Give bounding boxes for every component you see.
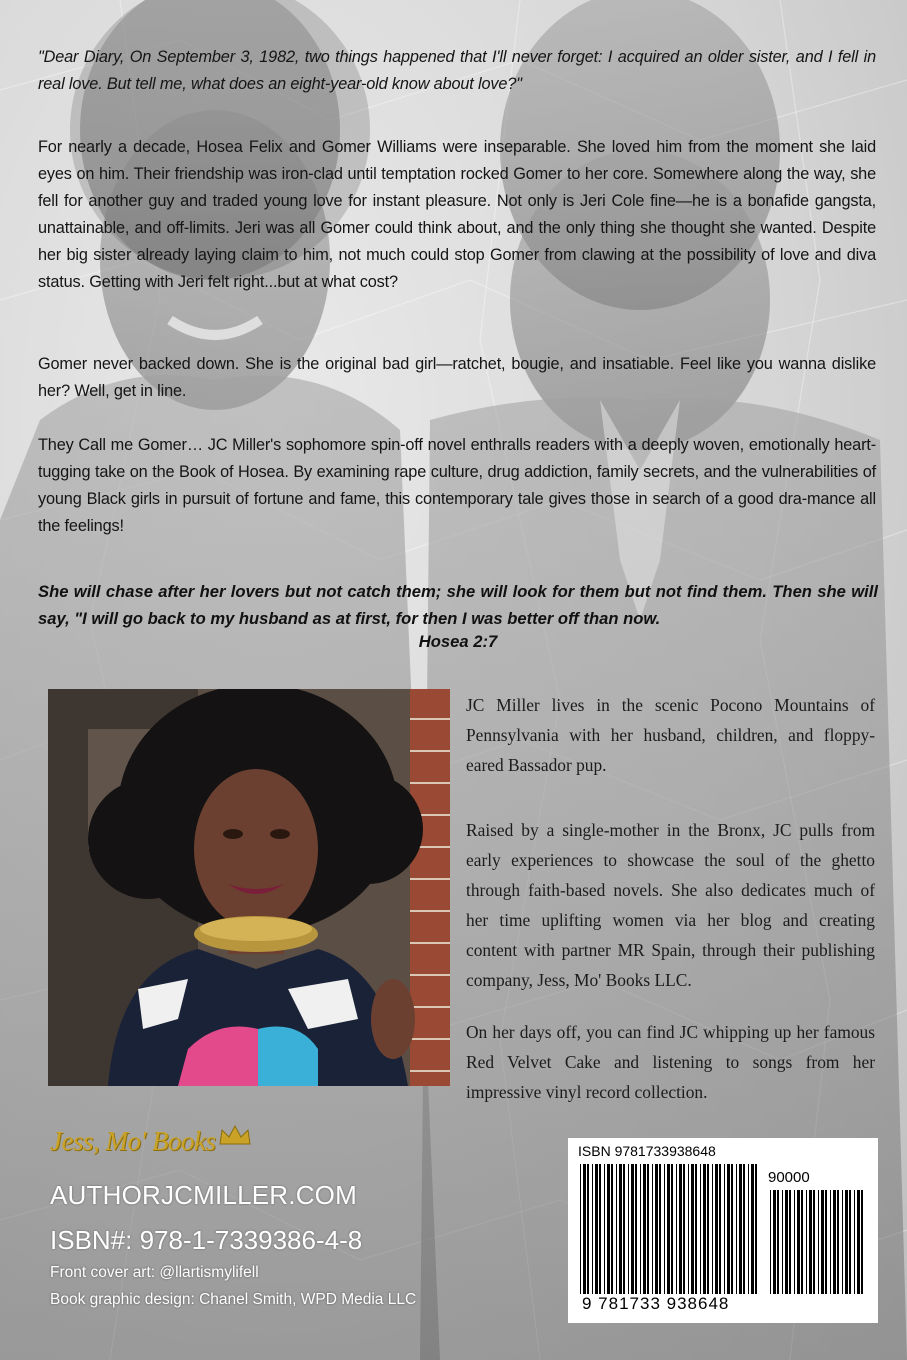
barcode-bar [712,1164,713,1294]
author-website: AUTHORJCMILLER.COM [50,1180,357,1210]
scripture-reference: Hosea 2:7 [418,632,498,651]
barcode-bar [671,1164,673,1294]
author-bio-3: On her days off, you can find JC whipping up her famous Red Velvet Cake and listening to songs from her impressive vinyl record collection. [466,1022,875,1102]
synopsis-paragraph-3: They Call me Gomer… JC Miller's sophomore spin-off novel enthralls readers with a deeply woven, emotionally heart-tugging take on the Book of Hosea. By examining rape culture, drug addiction, family secrets, and the vulnerabilities of young Black girls in pursuit of fortune and fame, this contemporary tale gives those in search of a good dra-mance all the feelings! [38,436,876,535]
author-bio-2: Raised by a single-mother in the Bronx, JC pulls from early experiences to showcase the soul of the ghetto through faith-based novels. She also dedicates much of her time uplifting women via her blog and creating content with partner MR Spain, through their publishing company, Jess, Mo' Books LLC. [466,820,875,990]
barcode-bar [683,1164,685,1294]
barcode-bar [635,1164,637,1294]
barcode-bar [659,1164,661,1294]
barcode-bar [789,1190,791,1294]
barcode-bar [818,1190,819,1294]
barcode-bar [715,1164,718,1294]
barcode-bar [679,1164,682,1294]
barcode-bar [755,1164,757,1294]
barcode-bar [845,1190,848,1294]
barcode-bar [719,1164,721,1294]
author-bio-1: JC Miller lives in the scenic Pocono Mountains of Pennsylvania with her husband, children, and floppy-eared Bassador pup. [466,695,875,775]
barcode-bar [700,1164,701,1294]
barcode-bar [849,1190,851,1294]
barcode-bar [797,1190,800,1294]
barcode-bar [619,1164,622,1294]
barcode-bar [607,1164,610,1294]
barcode-bar [595,1164,598,1294]
isbn-text: ISBN#: 978-1-7339386-4-8 [50,1225,363,1255]
crown-icon [218,1124,252,1146]
barcode-bar [857,1190,860,1294]
barcode-bar [647,1164,649,1294]
barcode-bar [731,1164,733,1294]
barcode-bar [801,1190,803,1294]
synopsis-paragraph-2: Gomer never backed down. She is the original bad girl—ratchet, bougie, and insatiable. Feel like you wanna dislike her? Well, get in line. [38,355,876,400]
barcode-digits: 9 781733 938648 [582,1294,730,1313]
design-credit: Book graphic design: Chanel Smith, WPD Media LLC [50,1291,417,1308]
barcode-bar [739,1164,742,1294]
barcode-bar [825,1190,827,1294]
barcode-bar [770,1190,771,1294]
author-photo [48,689,450,1086]
barcode-bar [809,1190,812,1294]
barcode-bar [748,1164,749,1294]
barcode-bar [736,1164,737,1294]
barcode-bar [587,1164,589,1294]
barcode-bar [842,1190,843,1294]
barcode-bar [724,1164,725,1294]
barcode-bar [599,1164,601,1294]
barcode-bar [773,1190,776,1294]
barcode-bar [837,1190,839,1294]
barcode-bar [691,1164,694,1294]
barcode-bar [655,1164,658,1294]
barcode-bar [751,1164,754,1294]
barcode-bar [785,1190,788,1294]
barcode-bar [703,1164,706,1294]
barcode-bar [806,1190,807,1294]
barcode-bar [794,1190,795,1294]
barcode-bar [854,1190,855,1294]
barcode-bar [833,1190,836,1294]
barcode-addon-bars [768,1190,868,1294]
barcode-bar [743,1164,745,1294]
barcode-bar [667,1164,670,1294]
barcode-bar [640,1164,641,1294]
barcode-bar [604,1164,605,1294]
publisher-logo: Jess, Mo' Books [50,1126,216,1156]
barcode-bar [727,1164,730,1294]
barcode-bar [643,1164,646,1294]
barcode-bar [623,1164,625,1294]
barcode-bar [782,1190,783,1294]
barcode-bar [631,1164,634,1294]
barcode-bar [592,1164,593,1294]
barcode-isbn-label: ISBN 9781733938648 [578,1143,716,1159]
barcode-bar [861,1190,863,1294]
barcode-bar [580,1164,581,1294]
opening-quote: "Dear Diary, On September 3, 1982, two things happened that I'll never forget: I acquired an older sister, and I fell in real love. But tell me, what does an eight-year-old know about love?" [38,48,876,93]
scripture-verse: She will chase after her lovers but not catch them; she will look for them but not find them. Then she will say, "I will go back to my husband as at first, for then I was better off than now. [38,582,878,628]
barcode-bar [688,1164,689,1294]
barcode-bar [583,1164,586,1294]
barcode-bar [695,1164,697,1294]
barcode-bars [578,1164,763,1294]
barcode-bar [676,1164,677,1294]
barcode-bar [616,1164,617,1294]
barcode-price-code: 90000 [768,1169,810,1186]
barcode-bar [652,1164,653,1294]
barcode-bar [830,1190,831,1294]
barcode-panel [568,1138,878,1323]
barcode-bar [821,1190,824,1294]
barcode-bar [628,1164,629,1294]
barcode-bar [664,1164,665,1294]
barcode-bar [611,1164,613,1294]
synopsis-paragraph-1: For nearly a decade, Hosea Felix and Gomer Williams were inseparable. She loved him from the moment she laid eyes on him. Their friendship was iron-clad until temptation rocked Gomer to her core. Somewhere along the way, she fell for another guy and traded young love for instant pleasure. Not only is Jeri Cole fine—he is a bonafide gangsta, unattainable, and off-limits. Jeri was all Gomer could think about, and the only thing she thought she wanted. Despite her big sister already laying claim to him, not much could stop Gomer from clawing at the possibility of love and diva status. Getting with Jeri felt right...but at what cost? [38,138,876,291]
barcode-bar [707,1164,709,1294]
barcode-bar [813,1190,815,1294]
barcode-bar [777,1190,779,1294]
cover-art-credit: Front cover art: @llartismylifell [50,1264,259,1281]
